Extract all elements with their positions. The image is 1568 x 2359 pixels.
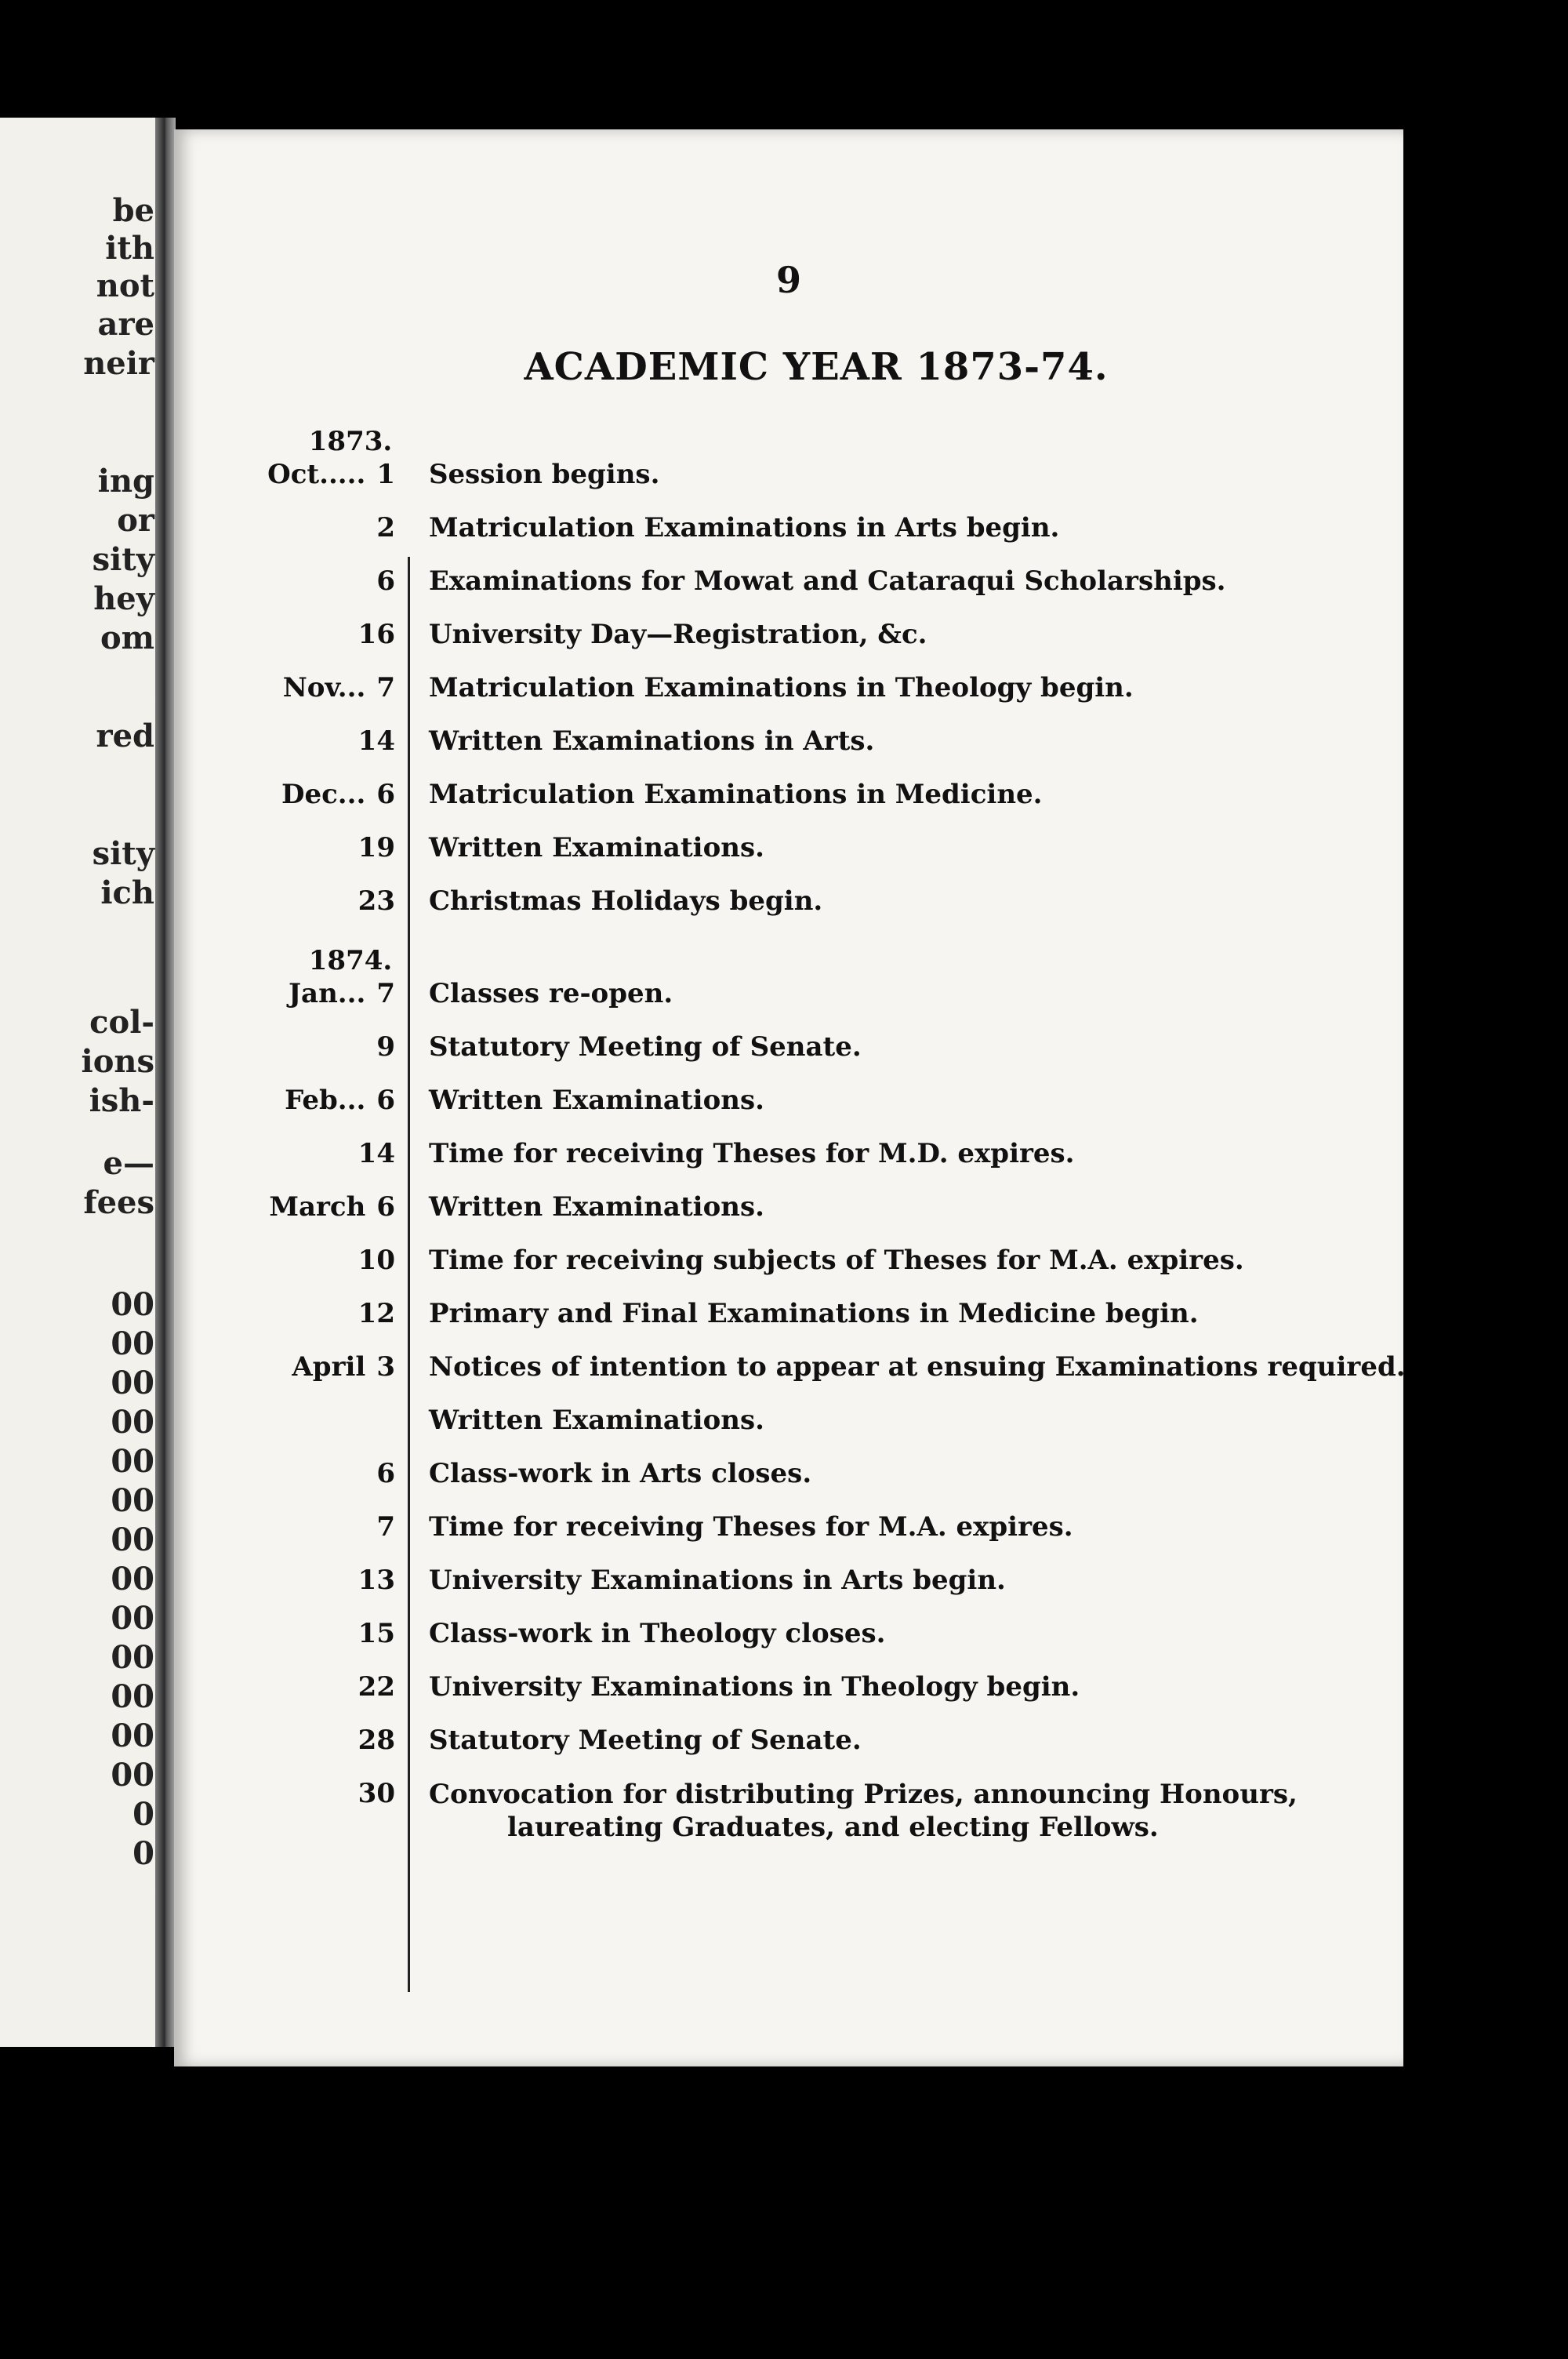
entry-day: 30 (358, 1778, 395, 1809)
entry-event (429, 1031, 1388, 1063)
entry-event (429, 1618, 1388, 1649)
left-page-text-fragment: 00 (111, 1678, 154, 1715)
entry-event-text: Notices of intention to appear at ensuing Examinations required. (429, 1351, 1406, 1383)
entry-event-text: Session begins. (429, 459, 660, 490)
entry-day: 23 (358, 885, 395, 917)
left-page-text-fragment: ith (105, 230, 154, 267)
calendar-entry (174, 1618, 1403, 1670)
entry-day: 2 (376, 512, 395, 543)
left-page-text-fragment: 00 (111, 1286, 154, 1323)
entry-date (358, 1778, 395, 1809)
entry-date (358, 725, 395, 757)
calendar-entry (174, 1191, 1403, 1243)
entry-date (376, 565, 395, 597)
left-page-text-fragment: ich (100, 874, 154, 911)
entry-event (429, 1245, 1388, 1276)
entry-month: Jan... (288, 978, 366, 1009)
entry-date (358, 1298, 395, 1329)
left-page-text-fragment: fees (83, 1184, 154, 1221)
entry-month: April (292, 1351, 366, 1383)
calendar-entry (174, 1725, 1403, 1776)
entry-day: 7 (376, 978, 395, 1009)
entry-event-text: Written Examinations. (429, 1405, 764, 1436)
entry-event (429, 725, 1388, 757)
entry-month: Dec... (281, 779, 366, 810)
entry-day: 28 (358, 1725, 395, 1756)
left-page-text-fragment: e— (103, 1145, 154, 1182)
entry-event (429, 459, 1388, 490)
entry-event-text: Time for receiving subjects of Theses for M.A. expires. (429, 1245, 1244, 1276)
entry-event (429, 1351, 1406, 1383)
entry-event-text: Examinations for Mowat and Cataraqui Scholarships. (429, 565, 1226, 597)
entry-day: 15 (358, 1618, 395, 1649)
entry-day: 22 (358, 1671, 395, 1703)
calendar-entry (174, 565, 1403, 617)
entry-event (429, 1725, 1388, 1756)
entry-day: 14 (358, 1138, 395, 1169)
entry-date (358, 1138, 395, 1169)
calendar-entry (174, 832, 1403, 884)
left-page-text-fragment: col- (89, 1004, 154, 1041)
left-page-text-fragment: 00 (111, 1443, 154, 1480)
left-page-text-fragment: hey (93, 580, 154, 617)
calendar-entry (174, 725, 1403, 777)
left-page-text-fragment: be (112, 192, 154, 229)
entry-day: 12 (358, 1298, 395, 1329)
page-title: ACADEMIC YEAR 1873-74. (524, 345, 1109, 389)
calendar-entry (174, 672, 1403, 724)
entry-day: 13 (358, 1565, 395, 1596)
calendar-entry (174, 978, 1403, 1030)
calendar-entry (174, 1245, 1403, 1296)
left-page-text-fragment: sity (92, 541, 154, 578)
entry-event-text: Written Examinations. (429, 832, 764, 863)
entry-day: 10 (358, 1245, 395, 1276)
entry-event (429, 832, 1388, 863)
entry-day: 6 (376, 1191, 395, 1223)
entry-event-text: Statutory Meeting of Senate. (429, 1031, 862, 1063)
entry-date (292, 1351, 395, 1383)
entry-event-text: Written Examinations. (429, 1085, 764, 1116)
entry-event (429, 1778, 1403, 1844)
entry-date (376, 1458, 395, 1489)
entry-event (429, 1511, 1388, 1543)
entry-event (429, 565, 1388, 597)
entry-event-text: Matriculation Examinations in Theology begin. (429, 672, 1134, 703)
entry-day: 19 (358, 832, 395, 863)
left-page-text-fragment: are (97, 306, 154, 343)
entry-event-text: Statutory Meeting of Senate. (429, 1725, 862, 1756)
entry-date (358, 1565, 395, 1596)
entry-date (358, 832, 395, 863)
entry-day: 1 (376, 459, 395, 490)
entry-date (376, 1511, 395, 1543)
left-facing-page (0, 118, 161, 2047)
entry-day: 16 (358, 619, 395, 650)
calendar-entry (174, 1405, 1403, 1456)
entry-date (376, 1031, 395, 1063)
entry-date (358, 1245, 395, 1276)
entry-event-text: Convocation for distributing Prizes, announcing Honours, (429, 1779, 1298, 1810)
entry-event (429, 978, 1388, 1009)
left-page-text-fragment: 00 (111, 1600, 154, 1637)
entry-day: 6 (376, 1085, 395, 1116)
calendar-entry (174, 1511, 1403, 1563)
entry-event (429, 779, 1388, 810)
entry-event (429, 1138, 1388, 1169)
entry-event (429, 1191, 1388, 1223)
entry-day: 6 (376, 1458, 395, 1489)
entry-event-text: Primary and Final Examinations in Medicine begin. (429, 1298, 1199, 1329)
left-page-text-fragment: 00 (111, 1561, 154, 1598)
calendar-entry (174, 1085, 1403, 1136)
entry-event (429, 1458, 1388, 1489)
entry-event (429, 1671, 1388, 1703)
calendar-entry (174, 1565, 1403, 1616)
left-page-text-fragment: red (96, 718, 154, 754)
entry-event-text: University Examinations in Theology begin. (429, 1671, 1080, 1703)
entry-date (376, 512, 395, 543)
entry-date (358, 885, 395, 917)
entry-event-text: Written Examinations. (429, 1191, 764, 1223)
entry-event-text: Class-work in Arts closes. (429, 1458, 812, 1489)
entry-date (283, 672, 395, 703)
left-page-text-fragment: ing (97, 463, 154, 500)
entry-event (429, 1085, 1388, 1116)
entry-event (429, 885, 1388, 917)
entry-event-text: Matriculation Examinations in Medicine. (429, 779, 1043, 810)
page-number: 9 (775, 259, 801, 301)
left-page-text-fragment: or (117, 502, 154, 539)
entry-date (267, 459, 395, 490)
entry-day: 6 (376, 565, 395, 597)
entry-event-text: University Examinations in Arts begin. (429, 1565, 1006, 1596)
entry-event (429, 512, 1388, 543)
left-page-text-fragment: 00 (111, 1717, 154, 1754)
entry-day: 14 (358, 725, 395, 757)
calendar-entry (174, 459, 1403, 511)
calendar-entry (174, 1138, 1403, 1190)
entry-date (358, 1618, 395, 1649)
entry-event-text: Classes re-open. (429, 978, 673, 1009)
entry-event-text: Time for receiving Theses for M.D. expires. (429, 1138, 1075, 1169)
entry-event-text-line2: laureating Graduates, and electing Fellows. (507, 1812, 1159, 1843)
main-page (174, 129, 1406, 2066)
entry-month: Nov... (282, 672, 366, 703)
left-page-text-fragment: 0 (132, 1835, 154, 1872)
entry-date (358, 1671, 395, 1703)
left-page-text-fragment: 00 (111, 1639, 154, 1676)
year-heading: 1873. (308, 426, 393, 457)
entry-event (429, 619, 1388, 650)
entry-date (269, 1191, 395, 1223)
entry-event (429, 1298, 1388, 1329)
calendar-entry (174, 1031, 1403, 1083)
left-page-text-fragment: sity (92, 835, 154, 872)
entry-date (358, 619, 395, 650)
entry-day: 6 (376, 779, 395, 810)
entry-event-text: Time for receiving Theses for M.A. expires. (429, 1511, 1073, 1543)
left-page-text-fragment: 00 (111, 1365, 154, 1401)
entry-date (358, 1725, 395, 1756)
left-page-text-fragment: ish- (89, 1082, 154, 1119)
entry-month: Feb... (285, 1085, 366, 1116)
left-page-text-fragment: 00 (111, 1482, 154, 1519)
left-page-text-fragment: 0 (132, 1796, 154, 1833)
calendar-entry (174, 619, 1403, 671)
left-page-text-fragment: neir (83, 345, 154, 382)
calendar-entry (174, 1351, 1406, 1403)
entry-event (429, 672, 1388, 703)
entry-event (429, 1565, 1388, 1596)
entry-event-text: University Day—Registration, &c. (429, 619, 927, 650)
left-page-text-fragment: not (96, 267, 154, 304)
entry-event (429, 1405, 1388, 1436)
entry-date (285, 1085, 395, 1116)
calendar-entry (174, 1298, 1403, 1350)
entry-event-text: Written Examinations in Arts. (429, 725, 875, 757)
entry-event-text: Matriculation Examinations in Arts begin. (429, 512, 1060, 543)
entry-day: 7 (376, 672, 395, 703)
calendar-entry (174, 1458, 1403, 1510)
entry-event-text: Class-work in Theology closes. (429, 1618, 886, 1649)
calendar-entry (174, 779, 1403, 831)
entry-day: 9 (376, 1031, 395, 1063)
book-gutter (155, 118, 176, 2047)
entry-event-text: Christmas Holidays begin. (429, 885, 823, 917)
entry-date (281, 779, 395, 810)
year-heading: 1874. (308, 945, 393, 976)
left-page-text-fragment: om (100, 620, 154, 656)
entry-day: 7 (376, 1511, 395, 1543)
calendar-entry (174, 885, 1403, 937)
left-page-text-fragment: 00 (111, 1404, 154, 1441)
entry-day: 3 (376, 1351, 395, 1383)
entry-date (289, 978, 395, 1009)
left-page-text-fragment: 00 (111, 1521, 154, 1558)
calendar-entry (174, 1671, 1403, 1723)
calendar-entry (174, 1778, 1403, 1843)
entry-month: March (269, 1191, 366, 1223)
entry-month: Oct..... (267, 459, 366, 490)
left-page-text-fragment: 00 (111, 1325, 154, 1362)
left-page-text-fragment: ions (81, 1043, 154, 1080)
calendar-entry (174, 512, 1403, 564)
left-page-text-fragment: 00 (111, 1757, 154, 1794)
